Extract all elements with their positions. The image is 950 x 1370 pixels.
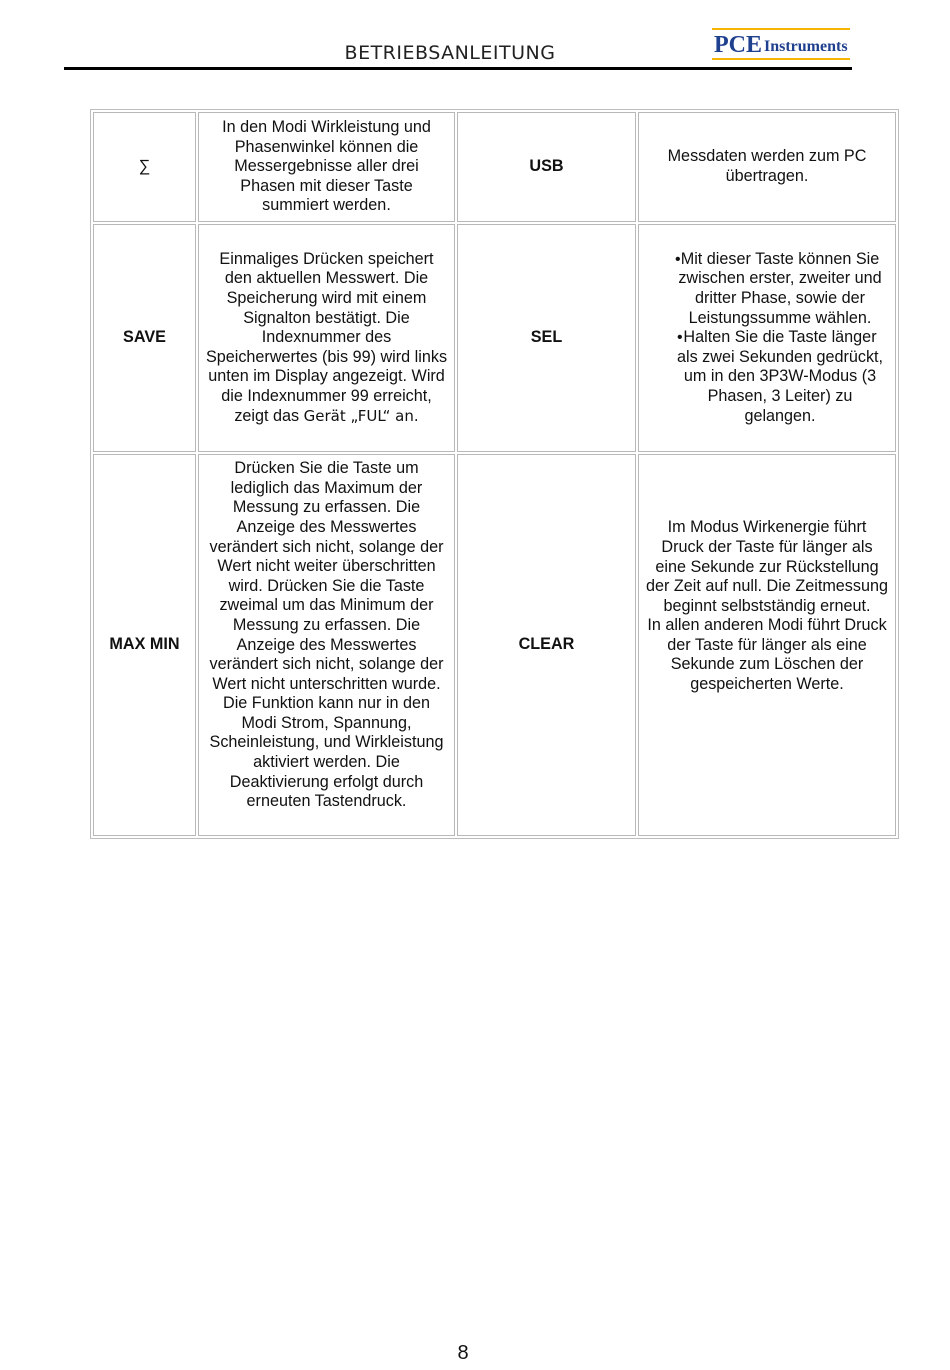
key-sum-description: In den Modi Wirkleistung und Phasenwinkel können die Messergebnisse aller drei Phasen mit dieser Taste summiert werden. xyxy=(198,112,455,222)
page-number: 8 xyxy=(457,1342,469,1364)
table-row xyxy=(93,112,896,222)
table-row xyxy=(93,454,896,836)
key-clear: CLEAR xyxy=(457,454,636,836)
key-usb: USB xyxy=(457,112,636,222)
key-clear-description-1: Im Modus Wirkenergie führt Druck der Taste für länger als eine Sekunde zur Rückstellung der Zeit auf null. Die Zeitmessung beginnt selbstständig erneut. xyxy=(645,518,889,615)
key-save-description xyxy=(198,224,455,452)
logo-pce-text: PCE xyxy=(714,32,762,58)
key-function-table xyxy=(90,109,899,839)
header-title: BETRIEBSANLEITUNG xyxy=(344,42,556,64)
key-sel-bullet-list xyxy=(645,250,889,426)
header-rule xyxy=(64,67,852,70)
logo-instruments-text: Instruments xyxy=(764,38,848,55)
key-sel-description xyxy=(638,224,896,452)
key-save: SAVE xyxy=(93,224,196,452)
key-clear-description-2: In allen anderen Modi führt Druck der Taste für länger als eine Sekunde zum Löschen der gespeicherten Werte. xyxy=(647,616,887,694)
key-clear-description xyxy=(638,454,896,836)
list-item: • Halten Sie die Taste länger als zwei Sekunden gedrückt, um in den 3P3W-Modus (3 Phasen, 3 Leiter) zu gelangen. xyxy=(645,328,889,426)
list-item: • Mit dieser Taste können Sie zwischen erster, zweiter und dritter Phase, sowie der Leistungssumme wählen. xyxy=(645,250,889,328)
key-save-description-tail: Gerät „FUL“ an. xyxy=(303,406,419,425)
pce-instruments-logo xyxy=(712,28,850,64)
key-max-min-description: Drücken Sie die Taste um lediglich das Maximum der Messung zu erfassen. Die Anzeige des Messwertes verändert sich nicht, solange der Wert nicht weiter überschritten wird. Drücken Sie die Taste zweimal um das Minimum der Messung zu erfassen. Die Anzeige des Messwertes verändert sich nicht, solange der Wert nicht unterschritten wurde. Die Funktion kann nur in den Modi Strom, Spannung, Scheinleistung, und Wirkleistung aktiviert werden. Die Deaktivierung erfolgt durch erneuten Tastendruck. xyxy=(198,454,455,836)
key-sum: ∑ xyxy=(93,112,196,222)
key-save-description-text: Einmaliges Drücken speichert den aktuellen Messwert. Die Speicherung wird mit einem Signalton bestätigt. Die Indexnummer des Speicherwertes (bis 99) wird links unten im Display angezeigt. Wird die Indexnummer 99 erreicht, zeigt das xyxy=(205,249,448,425)
key-max-min: MAX MIN xyxy=(93,454,196,836)
key-usb-description: Messdaten werden zum PC übertragen. xyxy=(638,112,896,222)
key-sel: SEL xyxy=(457,224,636,452)
table-row xyxy=(93,224,896,452)
